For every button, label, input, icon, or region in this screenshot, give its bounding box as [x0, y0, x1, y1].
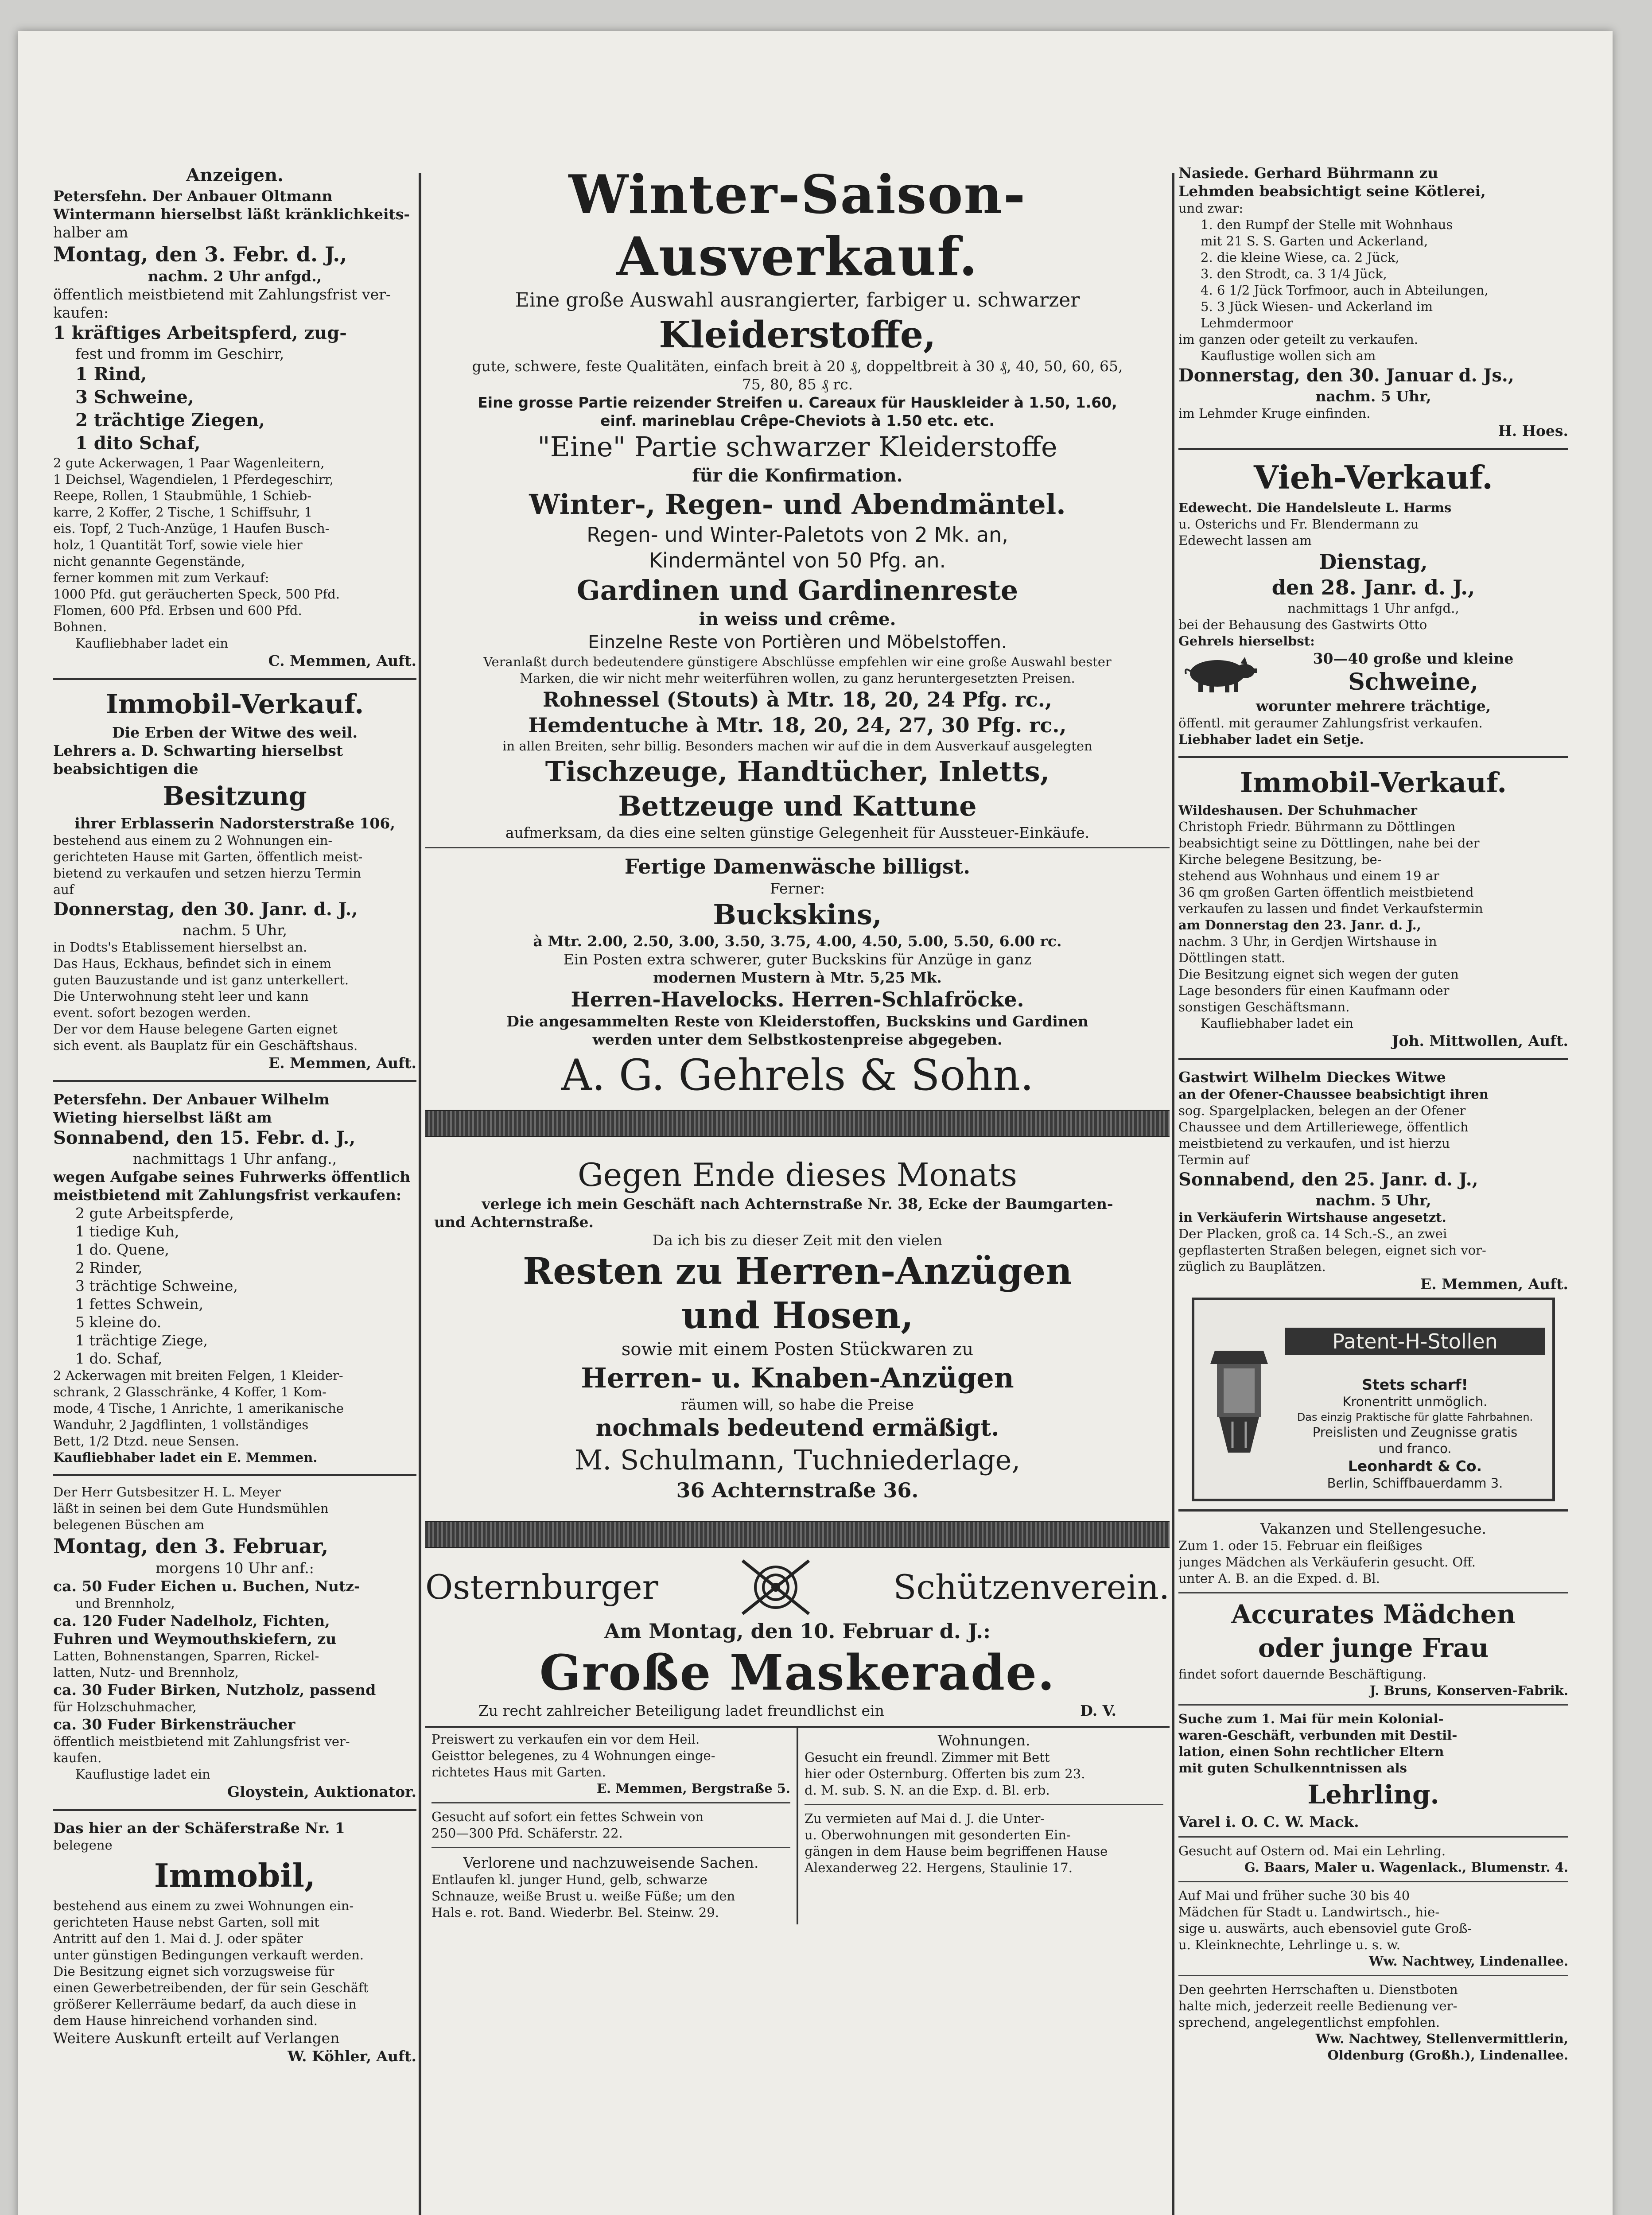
headline-winter-saison: Winter-Saison-Ausverkauf.: [568, 164, 1026, 288]
divider: [1178, 1975, 1568, 1976]
divider: [1178, 1704, 1568, 1706]
ad-osternburger-schuetzenverein: Osternburger Schützenverein. Am Montag, den 10. Februar d. J.: Große Maskerade. Zu recht zahlreicher Beteiligung ladet freundlichst ein D. V.: [425, 1556, 1170, 1720]
divider: [1178, 1058, 1568, 1060]
ad-meyer-hundsmuehlen: Der Herr Gutsbesitzer H. L. Meyer läßt in seinen bei dem Gute Hundsmühlen belegenen Büschen am Montag, den 3. Februar, morgens 10 Uhr anf.: ca. 50 Fuder Eichen u. Buchen, Nutz- und Brennholz, ca. 120 Fuder Nadelholz, Fichten, Fuhren und Weymouthskiefern, zu Latten, Bohnenstangen, Sparren, Rickel- latten, Nutz- und Brennholz, ca. 30 Fuder Birken, Nutzholz, passend für Holzschuhmacher, ca. 30 Fuder Birkensträucher öffentlich meistbietend mit Zahlungsfrist ver- kaufen. Kauflustige ladet ein Gloystein, Auktionator.: [53, 1484, 416, 1800]
ad-oltmann-wintermann: Petersfehn. Der Anbauer Oltmann Wintermann hierselbst läßt kränklichkeits- halber am Montag, den 3. Febr. d. J., nachm. 2 Uhr anfgd., öffentlich meistbietend mit Zahlungsfrist ver- kaufen: 1 kräftiges Arbeitspferd, zug- fest und fromm im Geschirr, 1 Rind, 3 Schweine, 2 trächtige Ziegen, 1 dito Schaf, 2 gute Ackerwagen, 1 Paar Wagenleitern, 1 Deichsel, Wagendielen, 1 Pferdegeschirr, Reepe, Rollen, 1 Staubmühle, 1 Schieb- karre, 2 Koffer, 2 Tische, 1 Schiffsuhr, 1 eis. Topf, 2 Tuch-Anzüge, 1 Haufen Busch- holz, 1 Quantität Torf, sowie viele hier nicht genannte Gegenstände, ferner kommen mit zum Verkauf: 1000 Pfd. gut geräucherten Speck, 500 Pfd. Flomen, 600 Pfd. Erbsen und 600 Pfd. Bohnen. Kaufliebhaber ladet ein C. Memmen, Auft.: [53, 187, 416, 669]
ornamental-bar: [425, 1110, 1170, 1137]
ad-vakanzen: Vakanzen und Stellengesuche. Zum 1. oder 15. Februar ein fleißiges junges Mädchen als Verkäuferin gesucht. Off. unter A. B. an die Exped. d. Bl. Accurates Mädchen oder junge Frau findet sofort dauernde Beschäftigung. J. Bruns, Konserven-Fabrik. Suche zum 1. Mai für mein Kolonial- waren-Geschäft, verbunden mit Destil- lation, einen Sohn rechtlicher Eltern mit guten Schulkenntnissen als Lehrling. Varel i. O. C. W. Mack. Gesucht auf Ostern od. Mai ein Lehrling. G. Baars, Maler u. Wagenlack., Blumenstr. 4. Auf Mai und früher suche 30 bis 40 Mädchen für Stadt u. Landwirtsch., hie- sige u. auswärts, auch ebensoviel gute Groß- u. Kleinknechte, Lehrlinge u. s. w. Ww. Nachtwey, Lindenallee. Den geehrten Herrschaften u. Dienstboten halte mich, jederzeit reelle Bedienung ver- sprechend, angelegentlichst empfohlen. Ww. Nachtwey, Stellenvermittlerin, Oldenburg (Großh.), Lindenallee.: [1178, 1520, 1568, 2063]
divider: [53, 1474, 416, 1476]
divider: [1178, 1592, 1568, 1593]
brand-patent-h-stollen: Patent-H-Stollen: [1285, 1328, 1545, 1355]
divider: [425, 847, 1170, 848]
divider: [53, 1080, 416, 1082]
small-ads-grid: [425, 1726, 1170, 1924]
divider: [1178, 756, 1568, 758]
divider: [53, 1809, 416, 1811]
ornamental-bar: [425, 1521, 1170, 1548]
ad-immobil-schwarting: Immobil-Verkauf. Die Erben der Witwe des weil. Lehrers a. D. Schwarting hierselbst beabsichtigen die Besitzung ihrer Erblasserin Nadorsterstraße 106, bestehend aus einem zu 2 Wohnungen ein- gerichteten Hause mit Garten, öffentlich meist- bietend zu verkaufen und setzen hierzu Termin auf Donnerstag, den 30. Janr. d. J., nachm. 5 Uhr, in Dodts's Etablissement hierselbst an. Das Haus, Eckhaus, befindet sich in einem guten Bauzustande und ist ganz unterkellert. Die Unterwohnung steht leer und kann event. sofort bezogen werden. Der vor dem Hause belegene Garten eignet sich event. als Bauplatz für ein Geschäftshaus. E. Memmen, Auft.: [53, 689, 416, 1072]
newspaper-page: [18, 31, 1613, 2215]
ad-immobil-schaeferstrasse: Das hier an der Schäferstraße Nr. 1 belegene Immobil, bestehend aus einem zu zwei Wohnungen ein- gerichteten Hause nebst Garten, soll mit Antritt auf den 1. Mai d. J. oder später unter günstigen Bedingungen verkauft werden. Die Besitzung eignet sich vorzugsweise für einen Gewerbetreibenden, der für sein Geschäft größerer Kellerräume bedarf, da auch diese in dem Hause hinreichend vorhanden sind. Weitere Auskunft erteilt auf Verlangen W. Köhler, Auft.: [53, 1819, 416, 2065]
divider: [53, 678, 416, 680]
divider: [431, 1802, 790, 1803]
section-heading-anzeigen: Anzeigen.: [186, 165, 284, 186]
divider: [805, 1804, 1163, 1805]
small-ads-left: Preiswert zu verkaufen ein vor dem Heil. Geisttor belegenes, zu 4 Wohnungen einge- richtetes Haus mit Garten. E. Memmen, Bergstraße 5. Gesucht auf sofort ein fettes Schwein von 250—300 Pfd. Schäferstr. 22. Verlorene und nachzuweisende Sachen. Entlaufen kl. junger Hund, gelb, schwarze Schnauze, weiße Brust u. weiße Füße; um den Hals e. rot. Band. Wiederbr. Bel. Steinw. 29.: [425, 1728, 798, 1924]
divider: [431, 1847, 790, 1848]
ad-patent-h-stollen: Patent-H-Stollen Stets scharf! Kronentritt unmöglich. Das einzig Praktische für glatte Fahrbahnen. Preislisten und Zeugnisse gratis und franco. Leonhardt & Co. Berlin, Schiffbauerdamm 3.: [1192, 1298, 1555, 1501]
ad-immobil-buehrmann: Immobil-Verkauf. Wildeshausen. Der Schuhmacher Christoph Friedr. Bührmann zu Döttlingen beabsichtigt seine zu Döttlingen, nahe bei der Kirche belegene Besitzung, be- stehend aus Wohnhaus und einem 19 ar 36 qm großen Garten öffentlich meistbietend verkaufen zu lassen und findet Verkaufstermin am Donnerstag den 23. Janr. d. J., nachm. 3 Uhr, in Gerdjen Wirtshause in Döttlingen statt. Die Besitzung eignet sich wegen der guten Lage besonders für einen Kaufmann oder sonstigen Geschäftsmann. Kaufliebhaber ladet ein Joh. Mittwollen, Auft.: [1178, 766, 1568, 1049]
column-rule-left: [419, 173, 421, 2215]
small-ads-right: Wohnungen. Gesucht ein freundl. Zimmer mit Bett hier oder Osternburg. Offerten bis zum 23. d. M. sub. S. N. an die Exp. d. Bl. erb. Zu vermieten auf Mai d. J. die Unter- u. Oberwohnungen mit gesonderten Ein- gängen in dem Hause beim begriffenen Hause Alexanderweg 22. Hergens, Staulinie 17.: [798, 1728, 1170, 1924]
column-rule-right: [1172, 173, 1174, 2215]
ad-buehrmann-lehmden: Nasiede. Gerhard Bührmann zu Lehmden beabsichtigt seine Kötlerei, und zwar: 1. den Rumpf der Stelle mit Wohnhaus mit 21 S. S. Garten und Ackerland, 2. die kleine Wiese, ca. 2 Jück, 3. den Strodt, ca. 3 1/4 Jück, 4. 6 1/2 Jück Torfmoor, auch in Abteilungen, 5. 3 Jück Wiesen- und Ackerland im Lehmdermoor im ganzen oder geteilt zu verkaufen. Kauflustige wollen sich am Donnerstag, den 30. Januar d. Js., nachm. 5 Uhr, im Lehmder Kruge einfinden. H. Hoes.: [1178, 164, 1568, 439]
middle-column: [425, 164, 1170, 2215]
ad-winter-saison-ausverkauf: Winter-Saison-Ausverkauf. Eine große Auswahl ausrangierter, farbiger u. schwarzer Kleiderstoffe, gute, schwere, feste Qualitäten, einfach breit à 20 ₰, doppeltbreit à 30 ₰, 40, 50, 60, 65, 75, 80, 85 ₰ rc. Eine grosse Partie reizender Streifen u. Careaux für Hauskleider à 1.50, 1.60, einf. marineblau Crêpe-Cheviots à 1.50 etc. etc. "Eine" Partie schwarzer Kleiderstoffe für die Konfirmation. Winter-, Regen- und Abendmäntel. Regen- und Winter-Paletots von 2 Mk. an, Kindermäntel von 50 Pfg. an. Gardinen und Gardinenreste in weiss und crême. Einzelne Reste von Portièren und Möbelstoffen. Veranlaßt durch bedeutendere günstigere Abschlüsse empfehlen wir eine große Auswahl bester Marken, die wir nicht mehr weiterführen wollen, zu ganz heruntergesetzten Preisen. Rohnessel (Stouts) à Mtr. 18, 20, 24 Pfg. rc., Hemdentuche à Mtr. 18, 20, 24, 27, 30 Pfg. rc., in allen Breiten, sehr billig. Besonders machen wir auf die in dem Ausverkauf ausgelegten Tischzeuge, Handtücher, Inletts, Bettzeuge und Kattune aufmerksam, da dies eine selten günstige Gelegenheit für Aussteuer-Einkäufe. Fertige Damenwäsche billigst. Ferner: Buckskins, à Mtr. 2.00, 2.50, 3.00, 3.50, 3.75, 4.00, 4.50, 5.00, 5.50, 6.00 rc. Ein Posten extra schwerer, guter Buckskins für Anzüge in ganz modernen Mustern à Mtr. 5,25 Mk. Herren-Havelocks. Herren-Schlafröcke. Die angesammelten Reste von Kleiderstoffen, Buckskins und Gardinen werden unter dem Selbstkostenpreise abgegeben. A. G. Gehrels & Sohn.: [425, 164, 1170, 1102]
ad-vieh-verkauf: Vieh-Verkauf. Edewecht. Die Handelsleute L. Harms u. Osterichs und Fr. Blendermann zu Edewecht lassen am Dienstag, den 28. Janr. d. J., nachmittags 1 Uhr anfgd., bei der Behausung des Gastwirts Otto Gehrels hierselbst: 30—40 große und kleine Schweine, worunter mehrere trächtige, öffentl. mit geraumer Zahlungsfrist verkaufen. Liebhaber ladet ein Setje.: [1178, 459, 1514, 747]
divider: [1178, 1836, 1568, 1838]
pig-icon: [1178, 653, 1258, 693]
divider: [1178, 1509, 1568, 1512]
ad-wilhelm-wieting: Petersfehn. Der Anbauer Wilhelm Wieting hierselbst läßt am Sonnabend, den 15. Febr. d. J., nachmittags 1 Uhr anfang., wegen Aufgabe seines Fuhrwerks öffentlich meistbietend mit Zahlungsfrist verkaufen: 2 gute Arbeitspferde, 1 tiedige Kuh, 1 do. Quene, 2 Rinder, 3 trächtige Schweine, 1 fettes Schwein, 5 kleine do. 1 trächtige Ziege, 1 do. Schaf, 2 Ackerwagen mit breiten Felgen, 1 Kleider- schrank, 2 Glasschränke, 4 Koffer, 1 Kom- mode, 4 Tische, 1 Anrichte, 1 amerikanische Wanduhr, 2 Jagdflinten, 1 vollständiges Bett, 1/2 Dtzd. neue Sensen. Kaufliebhaber ladet ein E. Memmen.: [53, 1091, 411, 1465]
ad-diecke-spargelplacken: Gastwirt Wilhelm Dieckes Witwe an der Ofener-Chaussee beabsichtigt ihren sog. Spargelplacken, belegen an der Ofener Chaussee und dem Artilleriewege, öffentlich meistbietend zu verkaufen, und ist hierzu Termin auf Sonnabend, den 25. Janr. d. J., nachm. 5 Uhr, in Verkäuferin Wirtshause angesetzt. Der Placken, groß ca. 14 Sch.-S., an zwei gepflasterten Straßen belegen, eignet sich vor- züglich zu Bauplätzen. E. Memmen, Auft.: [1178, 1069, 1568, 1293]
target-crossed-rifles-icon: [738, 1556, 813, 1618]
horseshoe-stud-icon: [1201, 1342, 1277, 1457]
firm-name-gehrels: A. G. Gehrels & Sohn.: [561, 1050, 1034, 1100]
ad-schulmann: Gegen Ende dieses Monats verlege ich mein Geschäft nach Achternstraße Nr. 38, Ecke der Baumgarten- und Achternstraße. Da ich bis zu dieser Zeit mit den vielen Resten zu Herren-Anzügen und Hosen, sowie mit einem Posten Stückwaren zu Herren- u. Knaben-Anzügen räumen will, so habe die Preise nochmals bedeutend ermäßigt. M. Schulmann, Tuchniederlage, 36 Achternstraße 36.: [434, 1156, 1113, 1502]
right-column: [1178, 164, 1568, 2215]
divider: [1178, 448, 1568, 450]
divider: [1178, 1881, 1568, 1882]
left-column: [53, 164, 416, 2215]
